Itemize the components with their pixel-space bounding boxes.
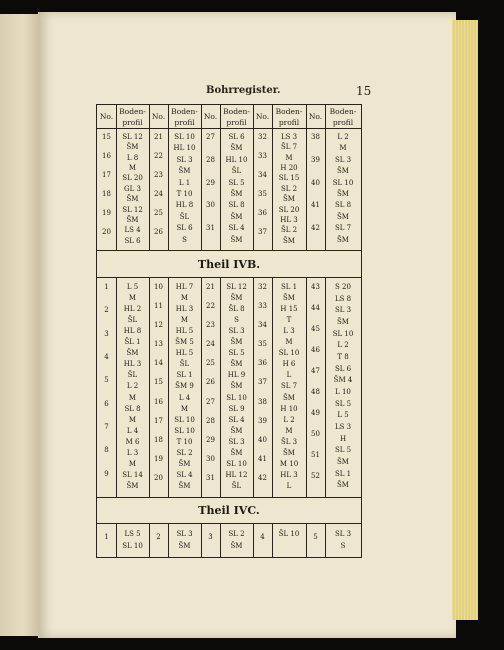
soil-profile-entry: S̄M [230,448,243,457]
soil-profile-entry: M [180,316,189,325]
soil-profile-entry: SL 20 [122,174,143,183]
soil-profile-entry: SL 1 [176,371,193,380]
soil-profile-entry: S [234,316,239,325]
soil-profile-entry: S̄M [230,542,243,550]
entry-number: 48 [311,388,320,396]
soil-profile-entry: L 2 [337,341,349,350]
soil-profile-entry: HL 2 [123,305,142,314]
soil-profile-entry: L 4 [178,393,191,402]
column-divider [149,277,150,497]
soil-profile-entry: S̄M [230,190,243,198]
soil-profile-entry: HL 9 [227,371,246,380]
entry-number: 11 [154,302,163,311]
column-divider [306,105,307,250]
soil-profile-entry: S̄M [178,167,191,176]
soil-profile-entry: M [180,404,189,413]
soil-profile-entry: L 1 [178,178,191,187]
soil-profile-entry: SL 2 [228,530,245,538]
soil-profile-entry: SL 10 [174,415,195,424]
soil-profile-entry: SL 3 [176,155,193,164]
soil-profile-entry: SL 5 [334,446,352,455]
entry-number: 52 [311,472,320,480]
soil-profile-entry: S̄L 1 [124,338,141,347]
soil-profile-entry: S̄M [283,195,295,204]
soil-profile-entry: M [339,144,347,153]
soil-profile-entry: S̄M [126,349,139,358]
soil-profile-entry: SL 3 [334,530,352,538]
column-divider [253,523,254,557]
header-profile: Boden- profil [223,107,250,127]
entry-number: 27 [206,397,215,406]
soil-profile-entry: S̄M [283,448,295,457]
entry-number: 36 [258,359,267,368]
soil-profile-entry: SL 4 [228,224,245,233]
soil-profile-entry: HL 5 [175,349,194,358]
section-rule [97,497,361,498]
soil-profile-entry: SL 8 [124,404,141,413]
entry-number: 34 [258,171,267,179]
entry-number: 16 [102,152,111,160]
entry-number: 23 [206,321,215,330]
soil-profile-entry: SL 3 [228,327,245,336]
soil-profile-entry: S̄M [230,144,243,153]
entry-number: 22 [154,152,163,160]
column-divider [116,523,117,557]
soil-profile-entry: SL 2 [176,448,193,457]
soil-profile-entry: M [180,294,189,303]
soil-profile-entry: HL 5 [175,327,194,336]
soil-profile-entry: SL 10 [122,542,143,550]
entry-number: 30 [206,201,215,210]
soil-profile-entry: SL 3 [334,306,352,315]
header-no: No. [308,112,323,121]
entry-number: 35 [258,190,267,198]
soil-profile-entry: SL 3 [228,437,245,446]
soil-profile-entry: SL 6 [334,364,352,373]
entry-number: 37 [258,228,267,236]
soil-profile-entry: HL 3 [123,360,142,369]
soil-profile-entry: SL 4 [176,470,193,479]
soil-profile-entry: S̄M [337,190,349,198]
entry-number: 4 [260,533,265,541]
soil-profile-entry: SL 10 [278,349,300,358]
entry-number: 5 [313,533,318,541]
entry-number: 17 [102,171,111,179]
soil-profile-entry: S̄M [283,294,295,303]
entry-number: 10 [154,283,163,291]
entry-number: 31 [206,473,215,482]
soil-profile-entry: LS 3 [280,133,298,141]
soil-profile-entry: SL 5 [228,349,245,358]
soil-profile-entry: S̄L 8 [228,305,245,314]
soil-profile-entry: L 3 [283,327,295,336]
soil-profile-entry: HL 8 [123,327,142,336]
entry-number: 45 [311,325,320,333]
soil-profile-entry: T 8 [337,353,349,361]
soil-profile-entry: S̄M [337,458,349,466]
soil-profile-entry: L 10 [335,388,351,396]
soil-profile-entry: S̄M [230,212,243,221]
entry-number: 14 [154,359,163,368]
soil-profile-entry: L [286,371,292,380]
soil-profile-entry: L [286,481,292,490]
soil-profile-entry: S̄M [230,426,243,435]
soil-profile-entry: S̄M [230,360,243,369]
soil-profile-entry: L 2 [337,133,349,141]
header-profile: Boden- profil [275,107,303,127]
section-title-ivb: Theil IVB. [197,258,261,271]
entry-number: 43 [311,283,320,291]
entry-number: 49 [311,409,320,417]
entry-number: 31 [206,224,215,233]
entry-number: 8 [104,446,109,455]
soil-profile-entry: SL 12 [122,205,143,214]
soil-profile-entry: S 20 [335,283,351,291]
soil-profile-entry: S̄M [178,542,191,550]
soil-profile-entry: S̄L [231,167,242,176]
soil-profile-entry: SL 10 [332,329,354,338]
entry-number: 5 [104,376,109,385]
page-stack-edges [452,20,478,620]
header-no: No. [99,112,114,121]
soil-profile-entry: SL 7 [280,382,298,391]
entry-number: 32 [258,133,267,141]
entry-number: 9 [104,469,109,478]
entry-number: 33 [258,302,267,311]
section-rule [97,250,361,251]
soil-profile-entry: HL 3 [280,215,298,224]
column-divider [306,523,307,557]
entry-number: 39 [311,155,320,164]
soil-profile-entry: S̄M [230,382,243,391]
soil-profile-entry: S̄M [337,167,349,176]
soil-profile-entry: SL 1 [334,469,352,478]
soil-profile-entry: SL 10 [174,426,195,435]
entry-number: 23 [154,171,163,179]
soil-profile-entry: S̄M [230,294,243,303]
entry-number: 41 [311,201,320,210]
soil-profile-entry: SL 4 [228,415,245,424]
soil-profile-entry: H 10 [280,404,298,413]
column-divider [253,105,254,250]
entry-number: 24 [206,340,215,349]
entry-number: 19 [102,209,111,217]
soil-profile-entry: M 6 [125,437,140,446]
soil-profile-entry: SL 8 [228,201,245,210]
entry-number: 6 [104,399,109,408]
soil-profile-entry: HL 12 [225,470,248,479]
entry-number: 19 [154,454,163,463]
soil-profile-entry: LS 8 [334,294,352,303]
soil-profile-entry: LS 4 [124,226,141,235]
soil-profile-entry: HL 8 [175,201,194,210]
soil-profile-entry: M 10 [279,459,299,468]
soil-profile-entry: M [128,393,137,402]
soil-profile-entry: S̄M [230,338,243,347]
soil-profile-entry: M [285,426,293,435]
entry-number: 42 [311,224,320,233]
entry-number: 1 [104,283,109,291]
soil-profile-entry: LS 3 [334,423,352,431]
entry-number: 40 [258,435,267,444]
soil-profile-entry: SL 20 [278,205,300,214]
soil-profile-entry: S̄L 10 [278,530,300,538]
soil-profile-entry: SL 3 [176,530,193,538]
entry-number: 50 [311,430,320,438]
soil-profile-entry: L 8 [126,153,139,162]
entry-number: 46 [311,346,320,354]
column-divider [272,523,273,557]
soil-profile-entry: S̄M [337,481,349,490]
soil-profile-entry: S̄M [126,195,139,204]
soil-profile-entry: S̄L [127,316,138,325]
soil-profile-entry: M [128,164,137,173]
soil-profile-entry: S̄M [126,143,139,152]
entry-number: 2 [156,533,161,541]
entry-number: 24 [154,190,163,198]
soil-profile-entry: SL 9 [228,404,245,413]
entry-number: 38 [258,397,267,406]
entry-number: 28 [206,155,215,164]
soil-profile-entry: S̄M [337,212,349,221]
column-divider [325,523,326,557]
soil-profile-entry: S [182,235,187,244]
soil-profile-entry: SL 10 [332,178,354,187]
soil-profile-entry: H 6 [282,360,296,369]
soil-profile-entry: H 20 [280,164,298,173]
soil-profile-entry: L 5 [126,283,139,291]
soil-profile-entry: M [128,459,137,468]
soil-profile-entry: SL 12 [122,133,143,141]
column-divider [253,277,254,497]
soil-profile-entry: M [128,415,137,424]
soil-profile-entry: GL 3 [124,184,141,193]
soil-profile-entry: S̄M [337,235,349,244]
soil-profile-entry: S̄L [127,371,138,380]
soil-profile-entry: S̄M [230,235,243,244]
soil-profile-entry: HL 10 [173,144,196,153]
section-rule [97,523,361,524]
soil-profile-entry: S̄L 2 [280,226,298,235]
soil-profile-entry: H [339,434,347,443]
soil-profile-entry: SL 14 [122,470,143,479]
entry-number: 17 [154,416,163,425]
column-divider [201,277,202,497]
section-rule [97,277,361,278]
running-head: Bohrregister. [206,85,281,96]
entry-number: 20 [154,473,163,482]
soil-profile-entry: L 2 [283,415,295,424]
entry-number: 39 [258,416,267,425]
column-divider [201,105,202,250]
entry-number: 21 [206,283,215,291]
soil-profile-entry: SL 7 [334,224,352,233]
entry-number: 33 [258,152,267,160]
entry-number: 32 [258,283,267,291]
entry-number: 47 [311,367,320,375]
soil-profile-entry: L 4 [126,426,139,435]
soil-profile-entry: S̄M 9 [175,382,194,391]
header-profile: Boden- profil [119,107,146,127]
soil-profile-entry: SL 10 [226,393,247,402]
entry-number: 26 [154,228,163,236]
soil-profile-entry: S̄L [179,212,190,221]
soil-profile-entry: M [285,153,293,162]
section-title-ivc: Theil IVC. [198,504,260,517]
column-divider [149,105,150,250]
entry-number: 38 [311,133,320,141]
soil-profile-entry: S̄L [231,481,242,490]
soil-profile-entry: SL 3 [334,155,352,164]
soil-profile-entry: SL 12 [226,283,247,291]
soil-profile-entry: L 5 [337,411,349,420]
soil-profile-entry: SL 10 [174,133,195,141]
column-divider [149,523,150,557]
soil-profile-entry: S̄M [178,481,191,490]
entry-number: 51 [311,451,320,459]
entry-number: 40 [311,178,320,187]
soil-profile-entry: T 10 [176,190,193,198]
entry-number: 21 [154,133,163,141]
column-divider [306,277,307,497]
soil-profile-entry: SL 1 [280,283,298,291]
soil-profile-entry: HL 3 [280,470,298,479]
soil-profile-entry: SL 6 [124,236,141,245]
entry-number: 37 [258,378,267,387]
soil-profile-entry: LS 5 [124,530,141,538]
entry-number: 16 [154,397,163,406]
entry-number: 42 [258,473,267,482]
soil-profile-entry: HL 10 [225,155,248,164]
entry-number: 34 [258,321,267,330]
entry-number: 41 [258,454,267,463]
entry-number: 4 [104,353,109,361]
soil-profile-entry: SL 5 [334,399,352,408]
soil-profile-entry: T 10 [176,437,193,446]
entry-number: 25 [154,209,163,217]
entry-number: 25 [206,359,215,368]
soil-profile-entry: M [128,294,137,303]
soil-profile-entry: S̄M [126,215,139,224]
soil-profile-entry: S̄L [179,360,190,369]
soil-profile-entry: S̄M [283,236,295,245]
soil-profile-entry: SL 2 [280,184,298,193]
header-no: No. [255,112,270,121]
entry-number: 18 [154,435,163,444]
entry-number: 1 [104,533,109,541]
entry-number: 13 [154,340,163,349]
entry-number: 22 [206,302,215,311]
entry-number: 7 [104,423,109,431]
bohrregister-table [96,104,362,558]
header-profile: Boden- profil [171,107,198,127]
column-divider [168,523,169,557]
header-no: No. [203,112,218,121]
soil-profile-entry: S̄M [126,481,139,490]
page-number: 15 [356,84,372,98]
soil-profile-entry: H 15 [280,305,298,314]
entry-number: 15 [102,133,111,141]
entry-number: 2 [104,306,109,315]
entry-number: 35 [258,340,267,349]
soil-profile-entry: SL 10 [226,459,247,468]
soil-profile-entry: HL 3 [175,305,194,314]
soil-profile-entry: S̄M [337,318,349,326]
soil-profile-entry: T [286,316,292,325]
header-rule [97,128,361,129]
entry-number: 12 [154,321,163,330]
left-page-edge [0,14,38,636]
soil-profile-entry: HL 7 [175,283,194,291]
entry-number: 29 [206,178,215,187]
soil-profile-entry: S̄M 4 [333,376,353,385]
soil-profile-entry: M [285,338,293,347]
header-profile: Boden- profil [329,107,357,127]
entry-number: 27 [206,133,215,141]
soil-profile-entry: SL 5 [228,178,245,187]
soil-profile-entry: S̄M [283,393,295,402]
header-no: No. [151,112,166,121]
soil-profile-entry: S̄L 3 [280,437,298,446]
column-divider [201,523,202,557]
entry-number: 26 [206,378,215,387]
entry-number: 36 [258,209,267,217]
entry-number: 15 [154,378,163,387]
entry-number: 20 [102,228,111,236]
entry-number: 3 [104,329,109,338]
soil-profile-entry: SL 6 [228,133,245,141]
soil-profile-entry: S̄M 5 [175,338,194,347]
entry-number: 29 [206,435,215,444]
entry-number: 44 [311,304,320,312]
soil-profile-entry: S̄L 7 [280,143,298,152]
soil-profile-entry: SL 15 [278,174,300,183]
entry-number: 3 [208,533,213,541]
soil-profile-entry: L 2 [126,382,139,391]
soil-profile-entry: SL 8 [334,201,352,210]
soil-profile-entry: S [340,542,346,550]
entry-number: 18 [102,190,111,198]
column-divider [220,523,221,557]
entry-number: 28 [206,416,215,425]
soil-profile-entry: SL 6 [176,224,193,233]
entry-number: 30 [206,454,215,463]
soil-profile-entry: L 3 [126,448,139,457]
soil-profile-entry: S̄M [178,459,191,468]
